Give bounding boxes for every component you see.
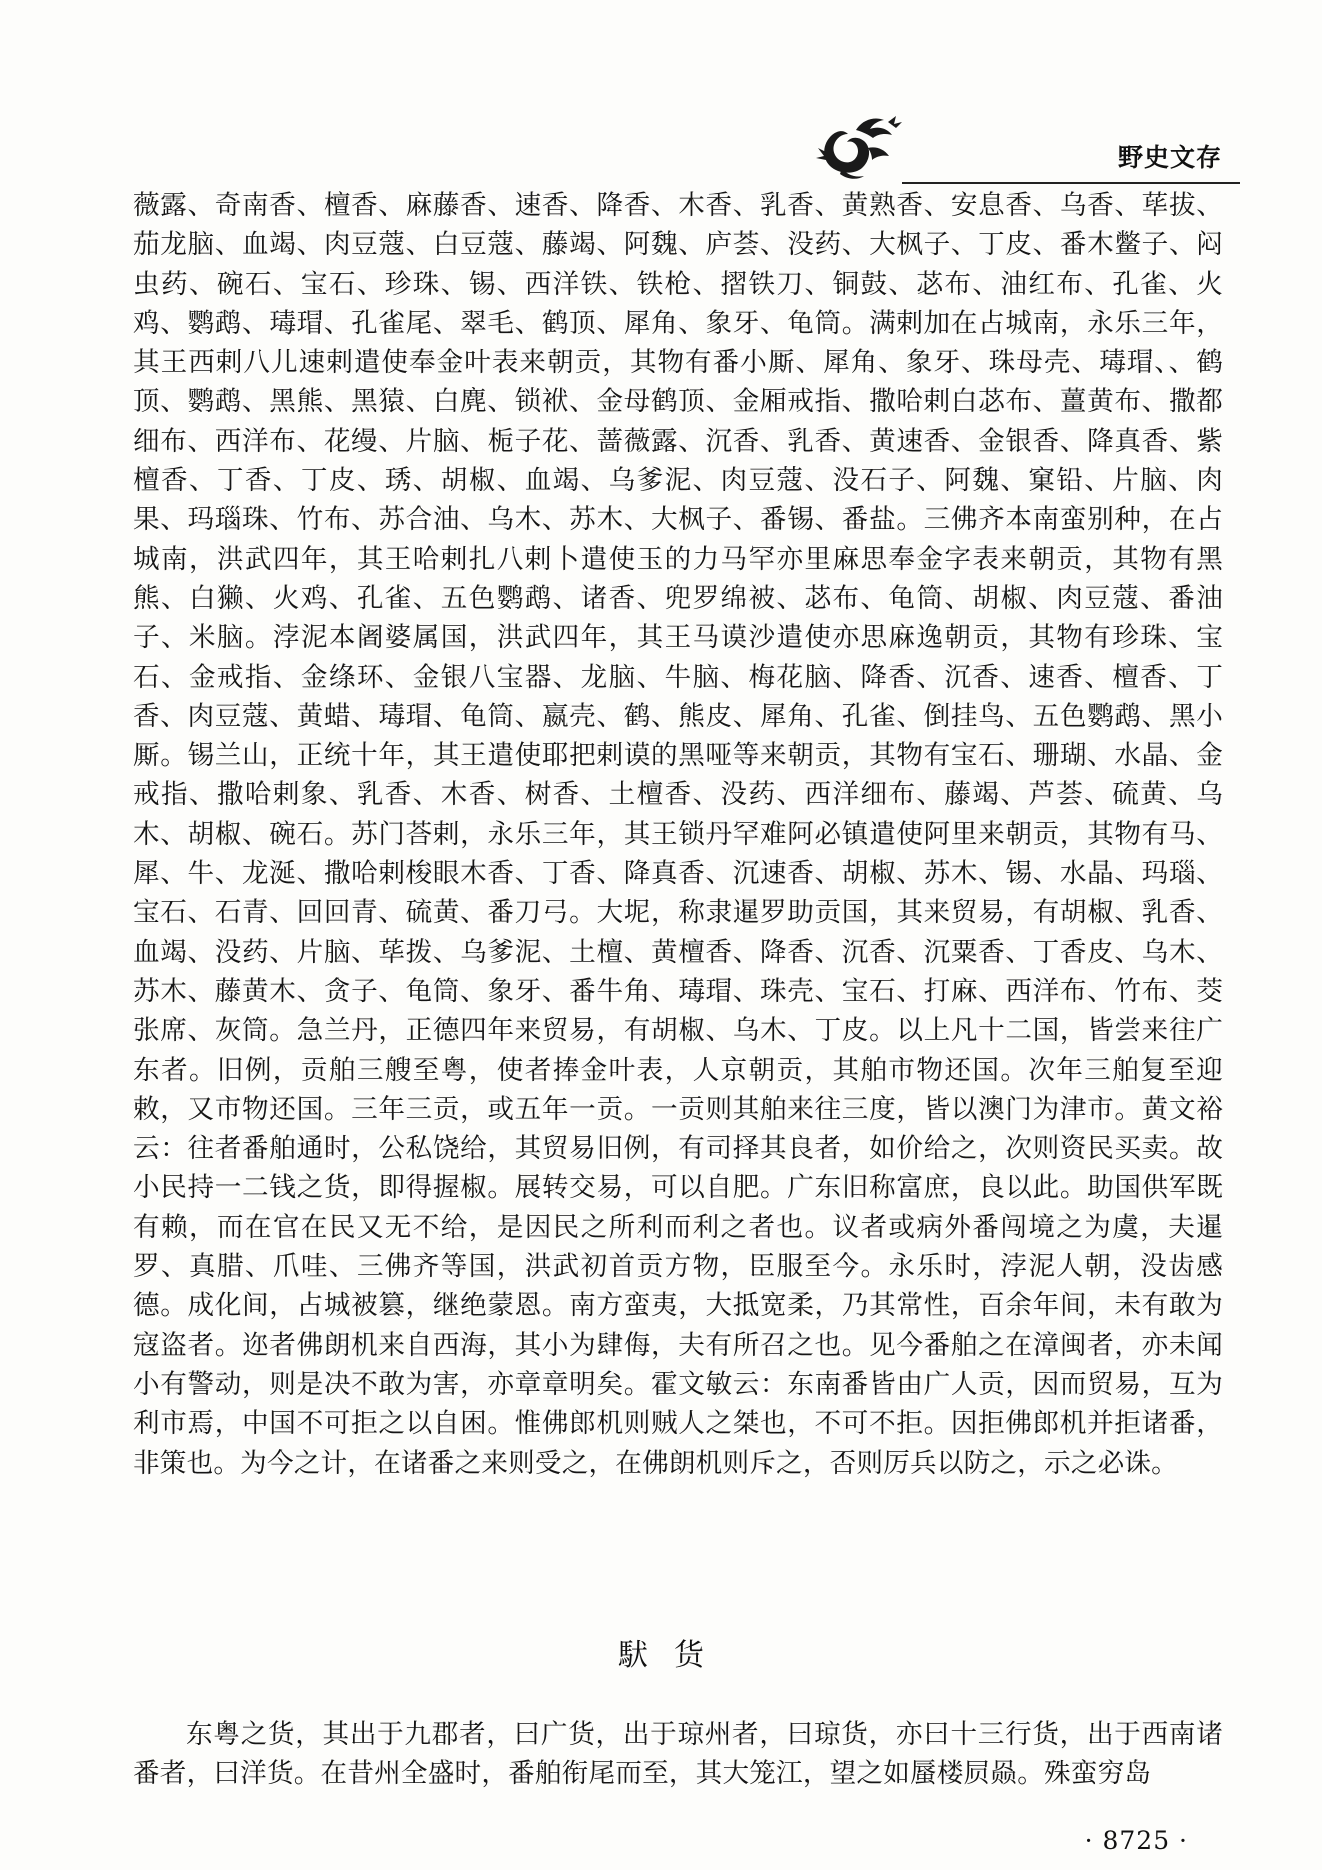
page-header [802, 100, 1240, 186]
section-title: 䭾货 [618, 1638, 730, 1673]
dragon-icon [812, 108, 912, 183]
header-title: 野史文存 [1117, 143, 1222, 172]
section-body-text: 东粤之货，其出于九郡者，曰广货，出于琼州者，曰琼货，亦曰十三行货，出于西南诸番者，曰洋货。在昔州全盛时，番舶衔尾而至，其大笼江，望之如蜃楼屃赑。殊蛮穷岛 [133, 1719, 1223, 1790]
header-divider [902, 182, 1240, 184]
main-body-text: 薇露、奇南香、檀香、麻藤香、速香、降香、木香、乳香、黄熟香、安息香、乌香、荜拔、茄龙脑、血竭、肉豆蔻、白豆蔻、藤竭、阿魏、庐荟、没药、大枫子、丁皮、番木鳖子、闷虫药、碗石、宝石、珍珠、锡、西洋铁、铁枪、摺铁刀、铜鼓、苾布、油红布、孔雀、火鸡、鹦鹉、瑇瑁、孔雀尾、翠毛、鹤顶、犀角、象牙、龟筒。满剌加在占城南，永乐三年，其王西剌八儿速剌遣使奉金叶表来朝贡，其物有番小厮、犀角、象牙、珠母壳、瑇瑁、、鹤顶、鹦鹉、黑熊、黑猿、白麂、锁袱、金母鹤顶、金厢戒指、撒哈剌白苾布、薑黄布、撒都细布、西洋布、花缦、片脑、栀子花、蔷薇露、沉香、乳香、黄速香、金银香、降真香、紫檀香、丁香、丁皮、琇、胡椒、血竭、乌爹泥、肉豆蔻、没石子、阿魏、窠铅、片脑、肉果、玛瑙珠、竹布、苏合油、乌木、苏木、大枫子、番锡、番盐。三佛齐本南蛮别种，在占城南，洪武四年，其王哈剌扎八剌卜遣使玉的力马罕亦里麻思奉金字表来朝贡，其物有黑熊、白獭、火鸡、孔雀、五色鹦鹉、诸香、兜罗绵被、苾布、龟筒、胡椒、肉豆蔻、番油子、米脑。浡泥本阇婆属国，洪武四年，其王马谟沙遣使亦思麻逸朝贡，其物有珍珠、宝石、金戒指、金绦环、金银八宝器、龙脑、牛脑、梅花脑、降香、沉香、速香、檀香、丁香、肉豆蔻、黄蜡、瑇瑁、龟筒、嬴壳、鹤、熊皮、犀角、孔雀、倒挂鸟、五色鹦鹉、黑小厮。锡兰山，正统十年，其王遣使耶把剌谟的黑哑等来朝贡，其物有宝石、珊瑚、水晶、金戒指、撒哈剌象、乳香、木香、树香、土檀香、没药、西洋细布、藤竭、芦荟、硫黄、乌木、胡椒、碗石。苏门荅剌，永乐三年，其王锁丹罕难阿必镇遣使阿里来朝贡，其物有马、犀、牛、龙涎、撒哈剌梭眼木香、丁香、降真香、沉速香、胡椒、苏木、锡、水晶、玛瑙、宝石、石青、回回青、硫黄、番刀弓。大坭，称隶暹罗助贡国，其来贸易，有胡椒、乳香、血竭、没药、片脑、荜拨、乌爹泥、土檀、黄檀香、降香、沉香、沉粟香、丁香皮、乌木、苏木、藤黄木、贪子、龟筒、象牙、番牛角、瑇瑁、珠壳、宝石、打麻、西洋布、竹布、茭张席、灰筒。急兰丹，正德四年来贸易，有胡椒、乌木、丁皮。以上凡十二国，皆尝来往广东者。旧例，贡舶三艘至粤，使者捧金叶表，人京朝贡，其舶市物还国。次年三舶复至迎敕，又市物还国。三年三贡，或五年一贡。一贡则其舶来往三度，皆以澳门为津市。黄文裕云：往者番舶通时，公私饶给，其贸易旧例，有司择其良者，如价给之，次则资民买卖。故小民持一二钱之货，即得握椒。展转交易，可以自肥。广东旧称富庶，良以此。助国供军既有赖，而在官在民又无不给，是因民之所利而利之者也。议者或病外番闯境之为虞，夫暹罗、真腊、爪哇、三佛齐等国，洪武初首贡方物，臣服至今。永乐时，浡泥人朝，没齿感德。成化间，占城被篡，继绝蒙恩。南方蛮夷，大抵宽柔，乃其常性，百余年间，未有敢为寇盗者。迩者佛朗机来自西海，其小为肆侮，夫有所召之也。见今番舶之在漳闽者，亦未闻小有警动，则是决不敢为害，亦章章明矣。霍文敏云：东南番皆由广人贡，因而贸易，互为利市焉，中国不可拒之以自困。惟佛郎机则贼人之桀也，不可不拒。因拒佛郎机并拒诸番，非策也。为今之计，在诸番之来则受之，在佛朗机则斥之，否则厉兵以防之，示之必诛。 [133, 190, 1223, 1479]
page-number: · 8725 · [1084, 1826, 1188, 1855]
